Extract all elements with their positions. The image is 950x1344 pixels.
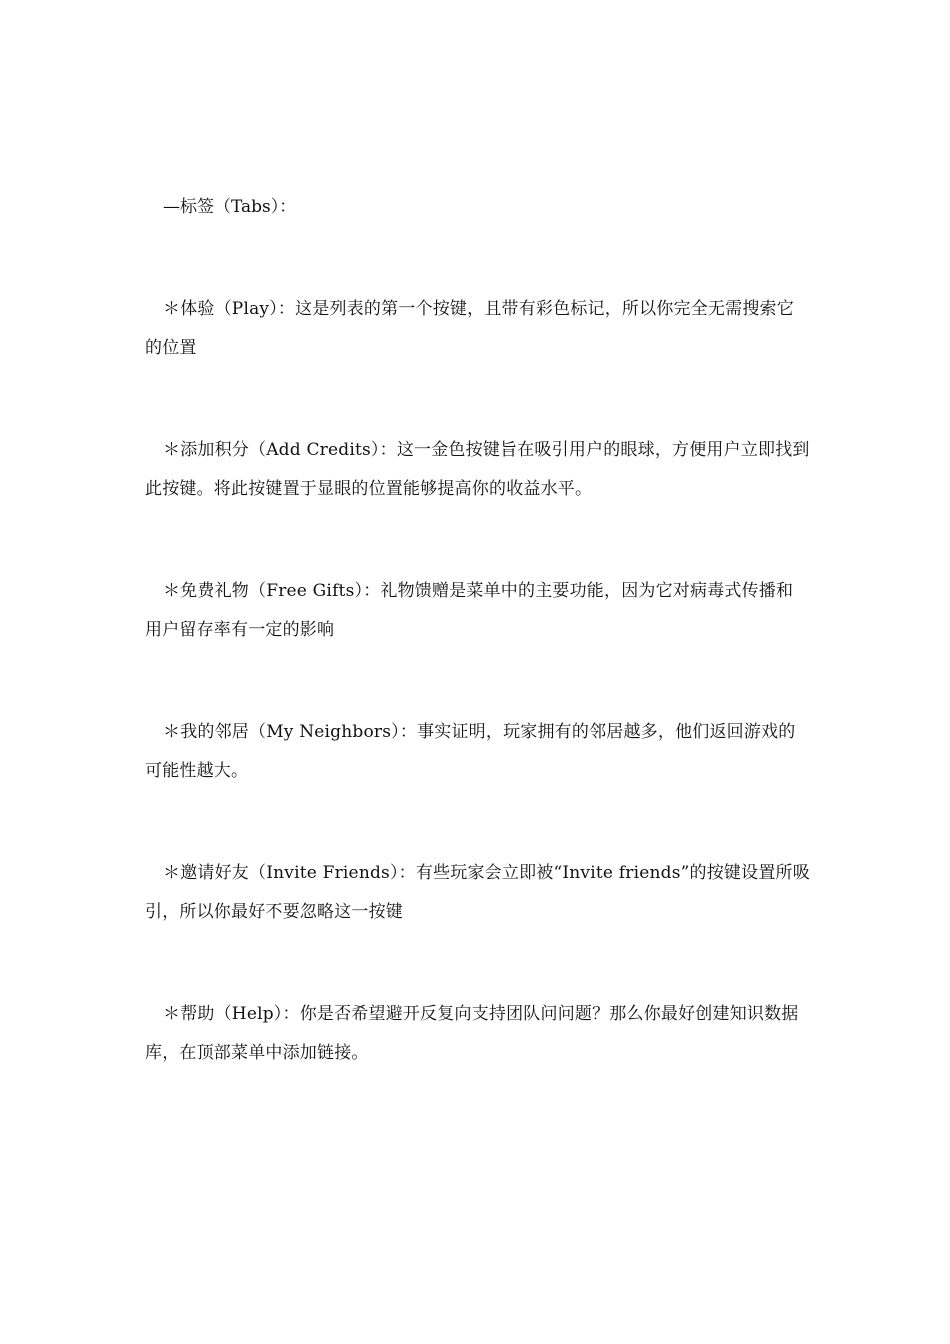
paragraph-help: ＊帮助（Help）：你是否希望避开反复向支持团队问问题？那么你最好创建知识数据库，在顶部菜单中添加链接。: [145, 1004, 799, 1063]
paragraph-free-gifts: ＊免费礼物（Free Gifts）：礼物馈赠是菜单中的主要功能，因为它对病毒式传播和用户留存率有一定的影响: [145, 581, 794, 640]
paragraph-invite-friends: ＊邀请好友（Invite Friends）：有些玩家会立即被“Invite friends”的按键设置所吸引，所以你最好不要忽略这一按键: [145, 863, 810, 922]
paragraph-add-credits: ＊添加积分（Add Credits）：这一金色按键旨在吸引用户的眼球，方便用户立即找到此按键。将此按键置于显眼的位置能够提高你的收益水平。: [145, 440, 810, 499]
paragraph-my-neighbors: ＊我的邻居（My Neighbors）：事实证明，玩家拥有的邻居越多，他们返回游戏的可能性越大。: [145, 722, 796, 781]
paragraph-play: ＊体验（Play）：这是列表的第一个按键，且带有彩色标记，所以你完全无需搜索它的位置: [145, 299, 794, 358]
section-heading: —标签（Tabs）：: [163, 197, 297, 217]
